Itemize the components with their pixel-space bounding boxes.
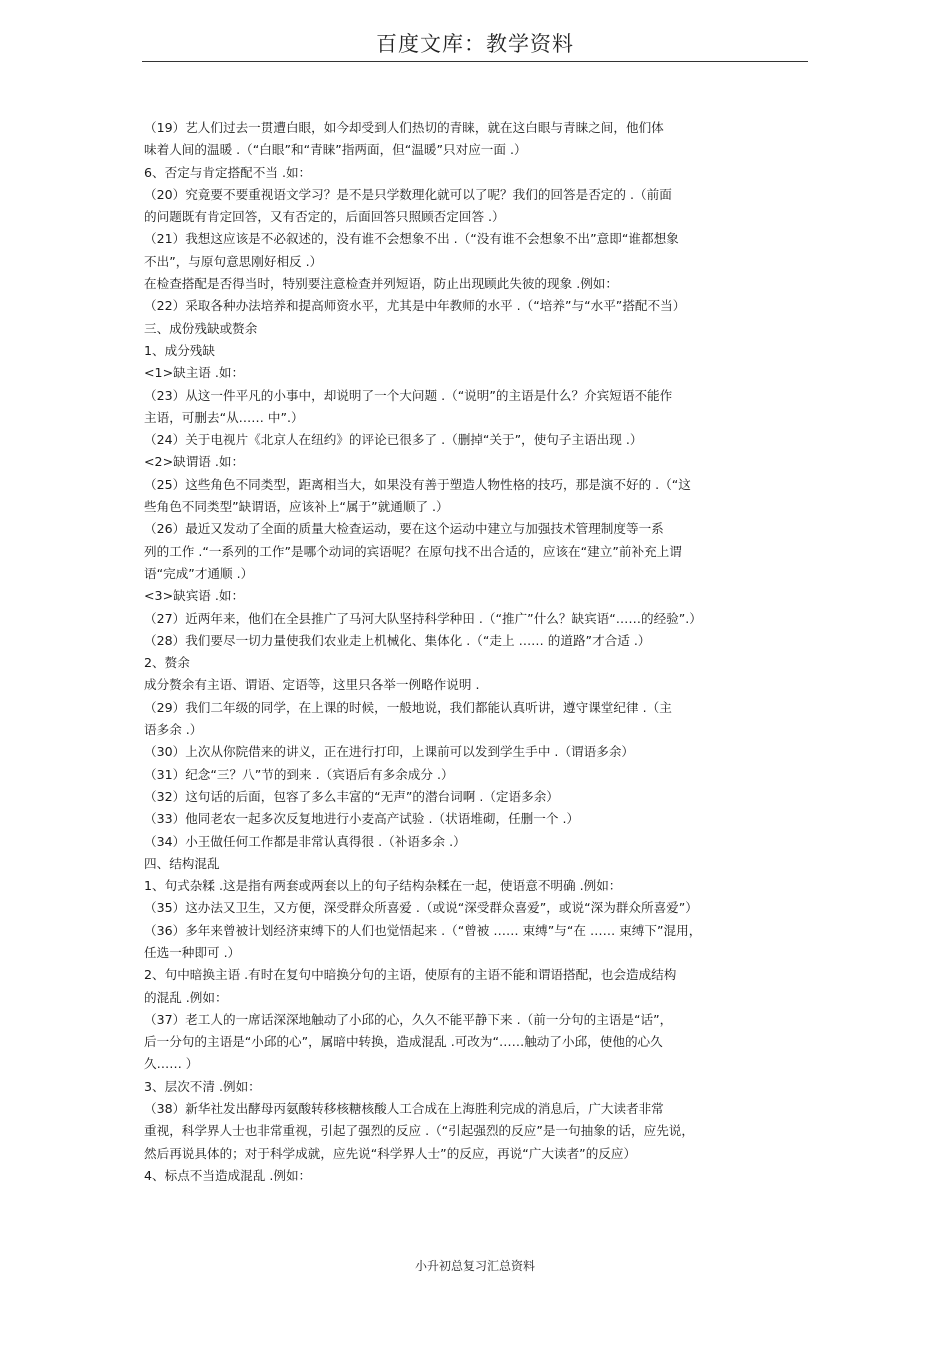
text-line: （23）从这一件平凡的小事中，却说明了一个大问题 .（“说明”的主语是什么？介宾短语不能作 [144,387,673,403]
text-line: 任选一种即可 .） [144,944,241,960]
page-footer: 小升初总复习汇总资料 [414,1259,535,1273]
text-line: 4、标点不当造成混乱 .例如： [144,1167,312,1183]
text-line: （24）关于电视片《北京人在纽约》的评论已很多了 .（删掉“关于”，使句子主语出现 .） [144,432,643,448]
text-line: 语“完成”才通顺 .） [144,565,254,581]
header-divider [142,61,808,62]
text-line: 1、成分残缺 [144,342,215,358]
text-line: 1、句式杂糅 .这是指有两套或两套以上的句子结构杂糅在一起，使语意不明确 .例如： [144,878,622,894]
text-line: <1>缺主语 .如： [144,365,245,381]
text-line: （21）我想这应该是不必叙述的，没有谁不会想象不出 .（“没有谁不会想象不出”意即“谁都想象 [144,231,679,247]
page-header-title: 百度文库：教学资料 [376,32,574,56]
text-line: （38）新华社发出酵母丙氨酸转移核糖核酸人工合成在上海胜利完成的消息后，广大读者非常 [144,1101,664,1117]
text-line: （35）这办法又卫生，又方便，深受群众所喜爱 .（或说“深受群众喜爱”，或说“深为群众所喜爱”） [144,900,698,916]
text-line: （25）这些角色不同类型，距离相当大，如果没有善于塑造人物性格的技巧，那是演不好的 .（“这 [144,476,691,492]
text-line: 重视，科学界人士也非常重视，引起了强烈的反应 .（“引起强烈的反应”是一句抽象的话，应先说， [144,1123,694,1139]
text-line: 6、否定与肯定搭配不当 .如： [144,164,312,180]
text-line: 列的工作 .“一系列的工作”是哪个动词的宾语呢？在原句找不出合适的，应该在“建立”前补充上谓 [144,543,682,559]
text-line: 然后再说具体的；对于科学成就，应先说“科学界人士”的反应，再说“广大读者”的反应） [144,1145,637,1161]
document-body [144,117,808,1187]
text-line: 四、结构混乱 [144,855,220,871]
text-line: （36）多年来曾被计划经济束缚下的人们也觉悟起来 .（“曾被 …… 束缚”与“在 …… 束缚下”混用， [144,922,702,938]
text-line: 2、句中暗换主语 .有时在复句中暗换分句的主语，使原有的主语不能和谓语搭配，也会造成结构 [144,967,677,983]
text-line: （19）艺人们过去一贯遭白眼，如今却受到人们热切的青睐，就在这白眼与青睐之间，他们体 [144,120,664,135]
text-line: （27）近两年来，他们在全县推广了马河大队坚持科学种田 .（“推广”什么？缺宾语“……的经验”.） [144,610,702,626]
text-line: （31）纪念“三？八”节的到来 .（宾语后有多余成分 .） [144,766,454,782]
text-line: （28）我们要尽一切力量使我们农业走上机械化、集体化 .（“走上 …… 的道路”才合适 .） [144,632,651,648]
text-line: 些角色不同类型”缺谓语，应该补上“属于”就通顺了 .） [144,499,449,515]
text-line: 的混乱 .例如： [144,989,228,1005]
text-line: （34）小王做任何工作都是非常认真得很 .（补语多余 .） [144,833,466,849]
text-line: 主语，可删去“从…… 中”.） [144,409,304,425]
text-line: （20）究竟要不要重视语文学习？是不是只学数理化就可以了呢？我们的回答是否定的 .（前面 [144,186,672,202]
text-line: <3>缺宾语 .如： [144,588,245,604]
text-line: 在检查搭配是否得当时，特别要注意检查并列短语，防止出现顾此失彼的现象 .例如： [144,276,618,292]
text-line: 后一分句的主语是“小邱的心”，属暗中转换，造成混乱 .可改为“……触动了小邱，使他的心久 [144,1034,663,1050]
text-line: （26）最近又发动了全面的质量大检查运动，要在这个运动中建立与加强技术管理制度等一系 [144,521,664,537]
text-line: 的问题既有肯定回答，又有否定的，后面回答只照顾否定回答 .） [144,209,505,225]
text-line: （37）老工人的一席话深深地触动了小邱的心，久久不能平静下来 .（前一分句的主语是“话”， [144,1011,673,1027]
text-line: 味着人间的温暖 .（“白眼”和“青睐”指两面，但“温暖”只对应一面 .） [144,142,527,158]
text-line: （30）上次从你院借来的讲义，正在进行打印，上课前可以发到学生手中 .（谓语多余） [144,744,635,760]
text-line: <2>缺谓语 .如： [144,454,245,470]
text-line: 久…… ） [144,1056,199,1072]
text-line: 成分赘余有主语、谓语、定语等，这里只各举一例略作说明 . [144,677,480,693]
text-line: （29）我们二年级的同学，在上课的时候，一般地说，我们都能认真听讲，遵守课堂纪律 .（主 [144,699,672,715]
text-line: 2、赘余 [144,655,190,671]
text-line: （22）采取各种办法培养和提高师资水平，尤其是中年教师的水平 .（“培养”与“水平”搭配不当） [144,298,686,314]
text-line: （33）他同老农一起多次反复地进行小麦高产试验 .（状语堆砌，任删一个 .） [144,811,580,827]
text-line: 不出”，与原句意思刚好相反 .） [144,253,323,269]
text-line: 3、层次不清 .例如： [144,1078,261,1094]
text-line: 三、成份残缺或赘余 [144,320,258,336]
text-line: 语多余 .） [144,722,203,738]
text-line: （32）这句话的后面，包容了多么丰富的“无声”的潜台词啊 .（定语多余） [144,788,559,804]
